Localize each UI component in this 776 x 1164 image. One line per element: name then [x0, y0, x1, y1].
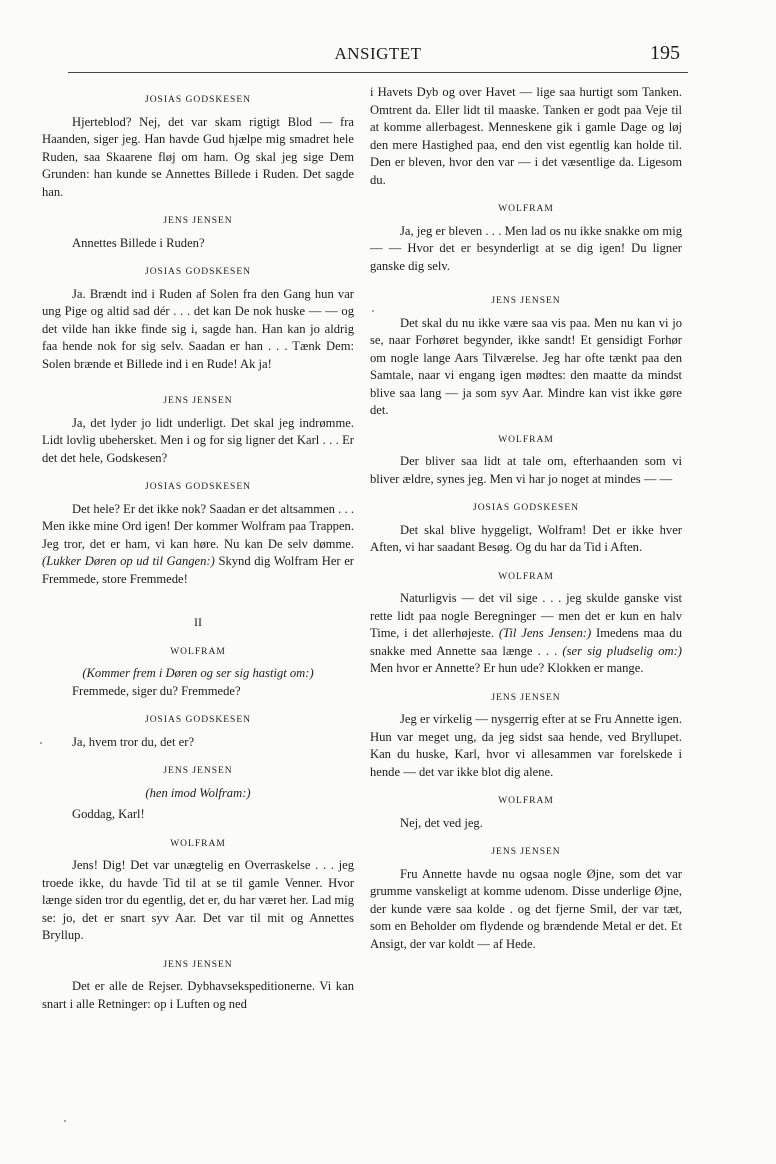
- dialogue-text: [42, 501, 354, 589]
- header-rule: [68, 72, 688, 73]
- running-title: ANSIGTET: [334, 44, 422, 63]
- dialogue-text: Det skal blive hyggeligt, Wolfram! Det er ikke hver Aften, vi har saadant Besøg. Og du har da Tid i Aften.: [370, 522, 682, 554]
- print-speck: [372, 310, 374, 312]
- dialogue-text: Fremmede, siger du? Fremmede?: [72, 683, 241, 698]
- print-speck: [40, 742, 42, 744]
- stage-direction: (Lukker Døren op ud til Gangen:): [42, 554, 215, 568]
- speaker-name: JOSIAS GODSKESEN: [145, 482, 251, 492]
- speaker-name: JOSIAS GODSKESEN: [145, 715, 251, 725]
- dialogue-text: [370, 590, 682, 678]
- dialogue-text: Ja, hvem tror du, det er?: [72, 734, 195, 749]
- speaker-name: JENS JENSEN: [491, 296, 561, 306]
- dialogue-text: Hjerteblod? Nej, det var skam rigtigt Blod — fra Haanden, siger jeg. Han havde Gud hjælpe mig smadret hele Ruden, saa Skaarene fløj om ham. Og skal jeg sige Dem Grunden: han kunde se Annettes Billede i Ruden. Det sagde han.: [42, 114, 354, 199]
- dialogue-text: Det skal du nu ikke være saa vis paa. Men nu kan vi jo se, naar Forhøret begynder, ikke sandt! Et gensidigt Forhør om nogle lange Aars Tilværelse. Jeg har ofte tænkt paa den Samtale, naar vi engang igen mødtes: den maatte da mindst blive saa lang — ja som syv Aar. Mindre kan vist ikke gøre det.: [370, 315, 682, 417]
- speaker-name: WOLFRAM: [498, 204, 554, 214]
- dialogue-text: Annettes Billede i Ruden?: [72, 235, 205, 250]
- speaker-name: JOSIAS GODSKESEN: [473, 503, 579, 513]
- speaker-name: JENS JENSEN: [163, 396, 233, 406]
- speaker-name: JOSIAS GODSKESEN: [145, 95, 251, 105]
- section-heading: II: [194, 615, 202, 629]
- speaker-name: JENS JENSEN: [491, 847, 561, 857]
- dialogue-text: Ja. Brændt ind i Ruden af Solen fra den Gang hun var ung Pige og altid sad dér . . . det kan De nok huske — — og det vilde han ikke finde sig i, sagde han. Han kan jo aldrig faa hende nok for sig selv. Saadan er han . . . Tænk Dem: Solen brænde et Billede ind i en Rude! Ak ja!: [42, 286, 354, 371]
- dialogue-text: Fru Annette havde nu ogsaa nogle Øjne, som det var grumme vanskeligt at komme udenom. Disse underlige Øjne, der kunde være saa kolde . og det fjerne Smil, der var tæt, som en Beholder om flydende og brændende Metal er det. Et Ansigt, der var koldt — af Hede.: [370, 866, 682, 951]
- stage-direction: (hen imod Wolfram:): [145, 785, 251, 800]
- dialogue-text: Ja, jeg er bleven . . . Men lad os nu ikke snakke om mig — — Hvor det er besynderligt at se dig igen! Du ligner ganske dig selv.: [370, 223, 682, 273]
- stage-direction: (Til Jens Jensen:): [498, 626, 592, 640]
- stage-direction: (ser sig pludselig om:): [562, 643, 682, 658]
- right-column: [370, 84, 682, 953]
- print-speck: [64, 1120, 66, 1122]
- dialogue-text-part: Men hvor er Annette? Er hun ude? Klokken er mange.: [370, 661, 644, 675]
- dialogue-text: Jens! Dig! Det var unægtelig en Overraskelse . . . jeg troede ikke, du havde Tid til at se til gamle Venner. Hvor længe siden tror du egentlig, det er, du har været her. Lad mig se: jo, det er snart syv Aar. Det var til mit og Annettes Bryllup.: [42, 858, 354, 942]
- speaker-name: WOLFRAM: [498, 434, 554, 445]
- speaker-name: WOLFRAM: [170, 838, 226, 849]
- speaker-name: WOLFRAM: [170, 646, 226, 657]
- speaker-name: JENS JENSEN: [163, 766, 233, 776]
- page-header: [68, 40, 688, 72]
- dialogue-text: Det er alle de Rejser. Dybhavsekspeditionerne. Vi kan snart i alle Retninger: op i Luften og ned: [42, 979, 354, 1011]
- speaker-name: WOLFRAM: [498, 796, 554, 806]
- dialogue-text: Nej, det ved jeg.: [400, 815, 483, 830]
- speaker-name: JENS JENSEN: [491, 692, 561, 703]
- page-number: 195: [650, 42, 680, 64]
- speaker-name: JENS JENSEN: [163, 216, 233, 226]
- dialogue-text: Goddag, Karl!: [72, 807, 145, 821]
- speaker-name: WOLFRAM: [498, 571, 554, 582]
- left-column: [42, 84, 354, 1013]
- speaker-name: JOSIAS GODSKESEN: [145, 267, 251, 277]
- dialogue-text-part: Naturligvis — det vil sige . . . jeg skulde ganske vist rette lidt paa nogle Beregninger — men det er kun en halv Time, i det allerhøjeste.: [370, 591, 682, 640]
- dialogue-text-part: Det hele? Er det ikke nok? Saadan er det altsammen . . . Men ikke mine Ord igen! Der kommer Wolfram paa Trappen. Jeg tror, det er ham, vi kan høre. Nu kan De selv dømme.: [42, 501, 354, 551]
- speaker-name: JENS JENSEN: [163, 959, 233, 970]
- dialogue-text: Ja, det lyder jo lidt underligt. Det skal jeg indrømme. Lidt lovlig ubehersket. Men i og for sig ligner det Karl . . . Er det det hele, Godskesen?: [42, 415, 354, 465]
- dialogue-text: i Havets Dyb og over Havet — lige saa hurtigt som Tanken. Omtrent da. Eller lidt til maaske. Tanken er godt paa Veje til at komme allerbagest. Menneskene gik i gamle Dage og løj den mere Hastighed paa, end den vist egentlig kan holde til. Den er bleven, hvor den var — i det væsentlige da. Ligesom du.: [370, 85, 682, 187]
- dialogue-text: Der bliver saa lidt at tale om, efterhaanden som vi bliver ældre, synes jeg. Men vi har jo noget at mindes — —: [370, 454, 682, 486]
- dialogue-text: Jeg er virkelig — nysgerrig efter at se Fru Annette igen. Hun var meget ung, da jeg sidst saa hende, ved Bryllupet. Kan du huske, Karl, hvor vi allesammen var forelskede i hende — det var ikke blot dig alene.: [370, 712, 682, 779]
- stage-direction: (Kommer frem i Døren og ser sig hastigt om:): [82, 666, 314, 680]
- dialogue-text-part: Skynd dig Wolfram Her er Fremmede, store Fremmede!: [42, 554, 354, 586]
- dialogue-text-part: Imedens maa du snakke med Annette saa længe . . .: [370, 626, 682, 658]
